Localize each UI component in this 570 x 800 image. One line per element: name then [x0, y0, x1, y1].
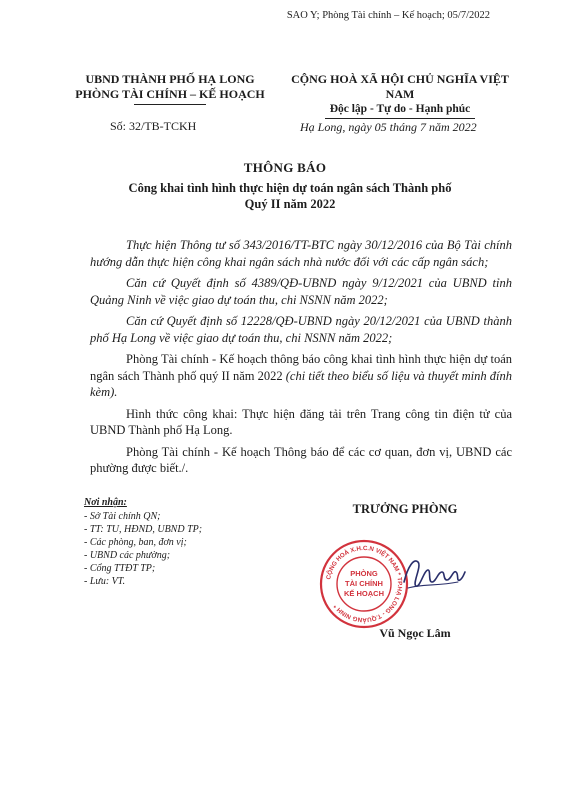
- reference-number: Số: 32/TB-TCKH: [110, 119, 197, 133]
- body-paragraph-4-main: Phòng Tài chính - Kế hoạch thông báo công khai tình hình thực hiện dự toán ngân sách Thành phố quý II năm 2022: [90, 352, 512, 383]
- issuer-line-2: PHÒNG TÀI CHÍNH – KẾ HOẠCH: [75, 87, 265, 101]
- recipients-list: [84, 496, 202, 588]
- subject-line-2: Quý II năm 2022: [244, 197, 336, 211]
- body-paragraph-2: Căn cứ Quyết định số 4389/QĐ-UBND ngày 9/12/2021 của UBND tỉnh Quảng Ninh về việc giao dự toán thu, chi NSNN năm 2022;: [90, 276, 512, 307]
- recipients-title: Nơi nhận:: [84, 497, 127, 508]
- body-paragraph-6: Phòng Tài chính - Kế hoạch Thông báo để các cơ quan, đơn vị, UBND các phường được biết./.: [90, 444, 512, 475]
- recipient-item: - Sở Tài chính QN;: [84, 511, 161, 522]
- recipient-item: - Lưu: VT.: [84, 576, 126, 587]
- document-body: [90, 237, 512, 482]
- place-and-date: Hạ Long, ngày 05 tháng 7 năm 2022: [300, 120, 477, 134]
- subject-line-1: Công khai tình hình thực hiện dự toán ngân sách Thành phố: [128, 181, 452, 195]
- signer-title: TRƯỞNG PHÒNG: [352, 502, 458, 516]
- official-seal-icon: [318, 538, 410, 630]
- motto-underline: [325, 118, 475, 119]
- recipient-item: - Các phòng, ban, đơn vị;: [84, 537, 187, 548]
- issuer-underline: [134, 104, 206, 105]
- seal-center-line-2: TÀI CHÍNH: [345, 579, 383, 588]
- document-type-title: THÔNG BÁO: [243, 160, 327, 175]
- seal-center-line-1: PHÒNG: [350, 569, 378, 578]
- body-paragraph-4-note: (chi tiết theo biểu số liệu và thuyết minh đính kèm).: [90, 368, 512, 399]
- recipient-item: - TT: TU, HĐND, UBND TP;: [84, 524, 203, 535]
- body-paragraph-5: Hình thức công khai: Thực hiện đăng tải trên Trang công tin điện tử của UBND Thành phố Hạ Long.: [90, 406, 512, 437]
- signer-name: Vũ Ngọc Lâm: [379, 626, 451, 640]
- national-header: [280, 72, 520, 119]
- body-paragraph-4: [90, 351, 512, 401]
- issuer-line-1: UBND THÀNH PHỐ HẠ LONG: [85, 72, 255, 86]
- seal-ring-text: CỘNG HOÀ X.H.C.N VIỆT NAM * TP.HẠ LONG - T.QUẢNG NINH *: [325, 544, 404, 624]
- nation-motto: Độc lập - Tự do - Hạnh phúc: [329, 103, 471, 115]
- recipient-item: - UBND các phường;: [84, 550, 171, 561]
- nation-name: CỘNG HOÀ XÃ HỘI CHỦ NGHĨA VIỆT NAM: [291, 72, 509, 101]
- handwritten-signature-icon: [398, 548, 468, 598]
- copy-certification-stamp: SAO Y; Phòng Tài chính – Kế hoạch; 05/7/2022: [286, 10, 490, 21]
- body-paragraph-3: Căn cứ Quyết định số 12228/QĐ-UBND ngày 20/12/2021 của UBND thành phố Hạ Long về việc giao dự toán thu, chi NSNN năm 2022;: [90, 314, 512, 345]
- body-paragraph-1: Thực hiện Thông tư số 343/2016/TT-BTC ngày 30/12/2016 của Bộ Tài chính hướng dẫn thực hiện công khai ngân sách nhà nước đối với các cấp ngân sách;: [90, 238, 512, 269]
- recipient-item: - Cổng TTĐT TP;: [84, 563, 156, 574]
- document-subject: [90, 180, 490, 212]
- seal-center-line-3: KẾ HOẠCH: [343, 589, 385, 598]
- issuer-header: [60, 72, 280, 105]
